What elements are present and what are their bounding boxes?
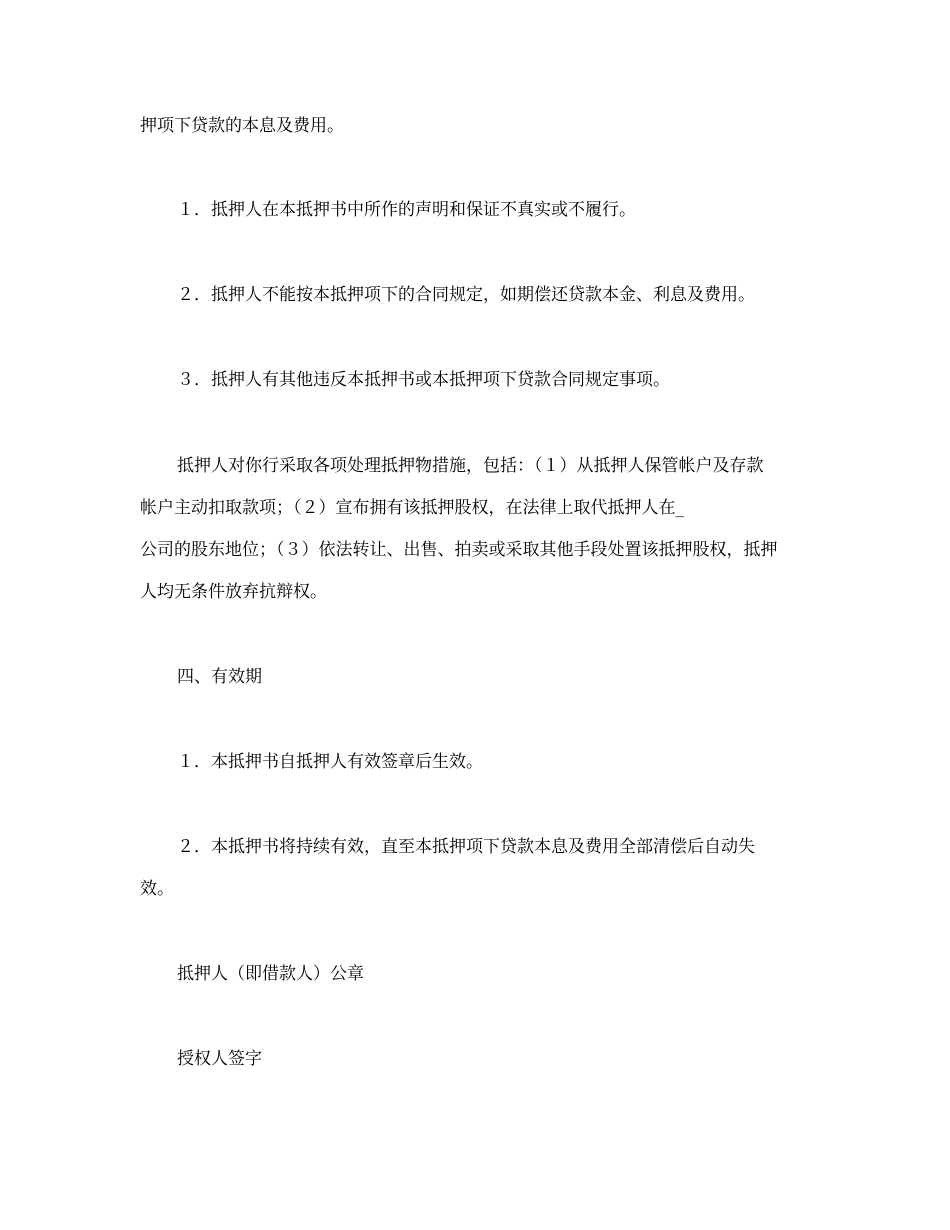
authorized-signature-label: 授权人签字	[177, 1049, 262, 1069]
clause-item-3: ３．抵押人有其他违反本抵押书或本抵押项下贷款合同规定事项。	[177, 370, 670, 390]
validity-item-2-line-2: 效。	[140, 879, 174, 899]
clause-item-2: ２．抵押人不能按本抵押项下的合同规定，如期偿还贷款本金、利息及费用。	[177, 285, 755, 305]
paragraph-remedies-line-2: 帐户主动扣取款项；（２）宣布拥有该抵押股权，在法律上取代抵押人在_	[140, 498, 684, 518]
paragraph-remedies-line-1: 抵押人对你行采取各项处理抵押物措施，包括：（１）从抵押人保管帐户及存款	[177, 456, 764, 476]
validity-item-1: １．本抵押书自抵押人有效签章后生效。	[177, 752, 483, 772]
validity-item-2-line-1: ２．本抵押书将持续有效，直至本抵押项下贷款本息及费用全部清偿后自动失	[177, 837, 755, 857]
section-heading-validity: 四、有效期	[177, 667, 262, 687]
paragraph-line-continuation: 押项下贷款的本息及费用。	[140, 116, 344, 136]
mortgagor-seal-label: 抵押人（即借款人）公章	[177, 964, 364, 984]
paragraph-remedies-line-4: 人均无条件放弃抗辩权。	[140, 582, 327, 602]
paragraph-remedies-line-3: 公司的股东地位；（３）依法转让、出售、拍卖或采取其他手段处置该抵押股权，抵押	[140, 540, 778, 560]
clause-item-1: １．抵押人在本抵押书中所作的声明和保证不真实或不履行。	[177, 200, 636, 220]
